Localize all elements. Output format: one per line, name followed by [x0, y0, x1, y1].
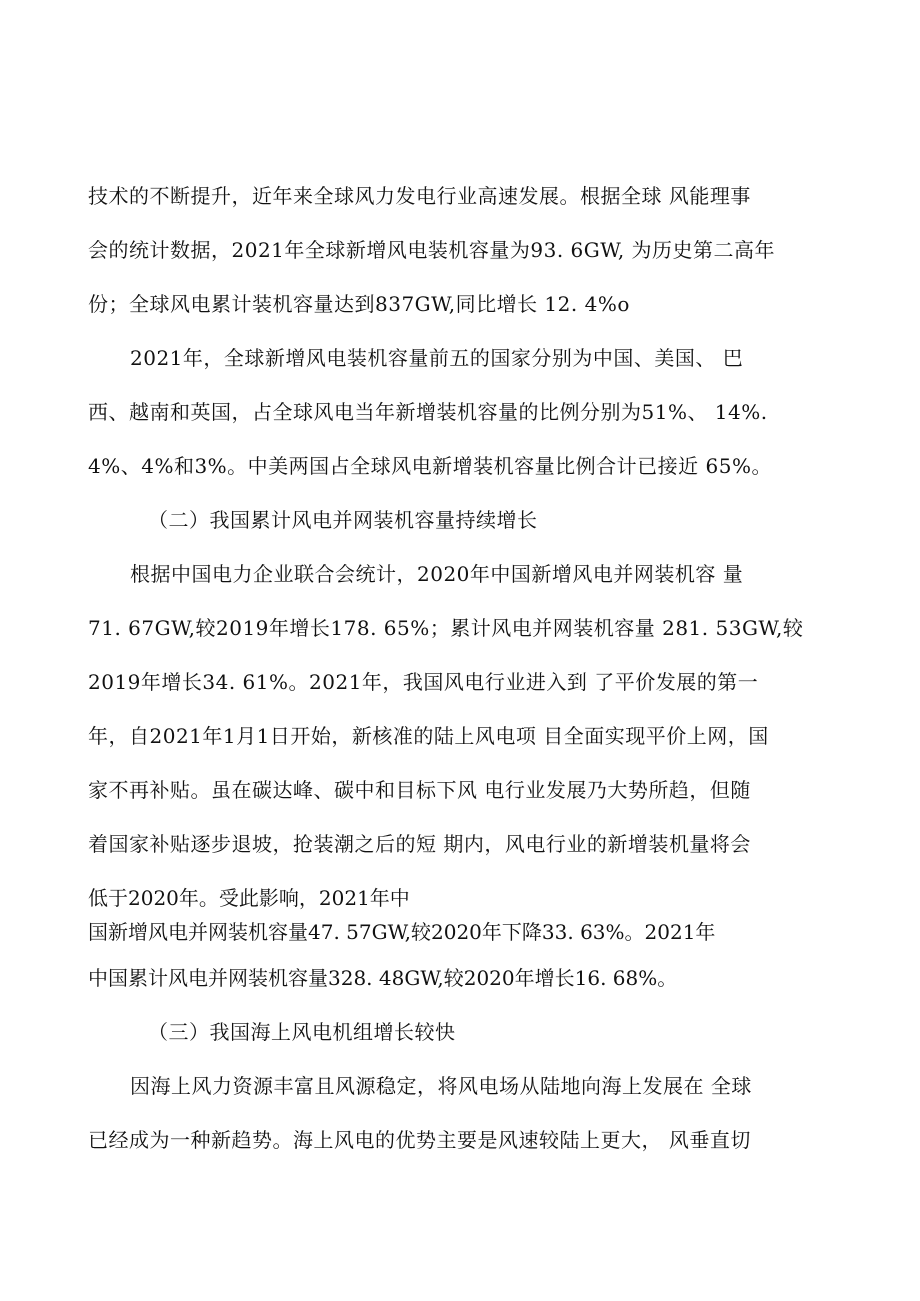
paragraph-line: 因海上风力资源丰富且风源稳定，将风电场从陆地向海上发展在 全球 — [130, 1074, 752, 1098]
paragraph-line: 71. 67GW,较2019年增长178. 65%；累计风电并网装机容量 281. 53GW,较 — [88, 616, 804, 640]
paragraph-line: 家不再补贴。虽在碳达峰、碳中和目标下风 电行业发展乃大势所趋，但随 — [88, 778, 751, 802]
paragraph-line: 会的统计数据，2021年全球新增风电装机容量为93. 6GW, 为历史第二高年 — [88, 238, 776, 262]
paragraph-line: 2021年，全球新增风电装机容量前五的国家分别为中国、美国、 巴 — [130, 346, 744, 370]
paragraph-line: 西、越南和英国，占全球风电当年新增装机容量的比例分别为51%、 14%. — [88, 400, 768, 424]
paragraph-line: 着国家补贴逐步退坡，抢装潮之后的短 期内，风电行业的新增装机量将会 — [88, 832, 751, 856]
paragraph-line: 技术的不断提升，近年来全球风力发电行业高速发展。根据全球 风能理事 — [88, 184, 751, 208]
paragraph-line: 2019年增长34. 61%。2021年，我国风电行业进入到 了平价发展的第一 — [88, 670, 759, 694]
paragraph-line: 已经成为一种新趋势。海上风电的优势主要是风速较陆上更大， 风垂直切 — [88, 1128, 751, 1152]
paragraph-line: 中国累计风电并网装机容量328. 48GW,较2020年增长16. 68%。 — [88, 966, 678, 990]
paragraph-line: 份；全球风电累计装机容量达到837GW,同比增长 12. 4%o — [88, 292, 630, 316]
paragraph-line: 根据中国电力企业联合会统计，2020年中国新增风电并网装机容 量 — [130, 562, 744, 586]
paragraph-line: 4%、4%和3%。中美两国占全球风电新增装机容量比例合计已接近 65%。 — [88, 454, 772, 478]
section-heading: （二）我国累计风电并网装机容量持续增长 — [148, 508, 538, 532]
section-heading: （三）我国海上风电机组增长较快 — [148, 1020, 456, 1044]
paragraph-line: 低于2020年。受此影响，2021年中 — [88, 886, 410, 910]
paragraph-line: 年，自2021年1月1日开始，新核准的陆上风电项 目全面实现平价上网，国 — [88, 724, 769, 748]
paragraph-line: 国新增风电并网装机容量47. 57GW,较2020年下降33. 63%。2021年 — [88, 920, 716, 944]
